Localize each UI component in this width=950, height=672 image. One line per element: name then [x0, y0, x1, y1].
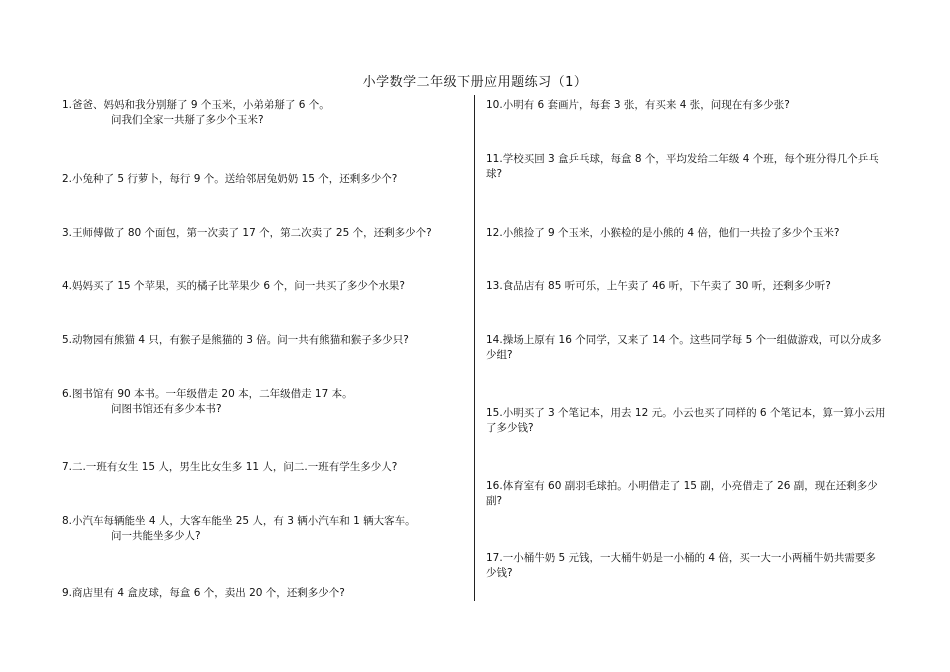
question-5-text: 5.动物园有熊猫 4 只，有猴子是熊猫的 3 倍。问一共有熊猫和猴子多少只?: [62, 334, 409, 346]
question-4-text: 4.妈妈买了 15 个苹果，买的橘子比苹果少 6 个，问一共买了多少个水果?: [62, 280, 405, 292]
question-10: 10.小明有 6 套画片，每套 3 张，有买来 4 张，问现在有多少张?: [486, 99, 790, 111]
question-9: [62, 586, 345, 601]
question-5: [62, 333, 409, 348]
column-divider: [474, 95, 475, 601]
question-1-line-1: 1.爸爸、妈妈和我分别掰了 9 个玉米，小弟弟掰了 6 个。: [62, 99, 330, 111]
question-13: 13.食品店有 85 听可乐，上午卖了 46 听，下午卖了 30 听，还剩多少听?: [486, 280, 831, 292]
question-3-text: 3.王师傅做了 80 个面包，第一次卖了 17 个，第二次卖了 25 个，还剩多少个?: [62, 227, 432, 239]
question-3: [62, 226, 432, 241]
question-8-line-1: 8.小汽车每辆能坐 4 人，大客车能坐 25 人，有 3 辆小汽车和 1 辆大客车。: [62, 515, 416, 527]
question-12: 12.小熊捡了 9 个玉米，小猴检的是小熊的 4 倍，他们一共捡了多少个玉米?: [486, 227, 840, 239]
question-16: 16.体育室有 60 副羽毛球拍。小明借走了 15 副，小亮借走了 26 副，现在还剩多少副?: [486, 480, 878, 507]
question-17: 17.一小桶牛奶 5 元钱，一大桶牛奶是一小桶的 4 倍，买一大一小两桶牛奶共需要多少钱?: [486, 552, 876, 579]
question-7-text: 7.二.一班有女生 15 人，男生比女生多 11 人，问二.一班有学生多少人?: [62, 461, 398, 473]
question-14: 14.操场上原有 16 个同学，又来了 14 个。这些同学每 5 个一组做游戏，可以分成多少组?: [486, 334, 882, 361]
question-6: [62, 387, 353, 417]
question-6-line-2: 问图书馆还有多少本书?: [111, 403, 222, 415]
question-11: 11.学校买回 3 盒乒乓球，每盒 8 个，平均发给二年级 4 个班，每个班分得几个乒乓球?: [486, 153, 879, 180]
question-1-line-2: 问我们全家一共掰了多少个玉米?: [111, 114, 264, 126]
question-9-text: 9.商店里有 4 盒皮球，每盒 6 个，卖出 20 个，还剩多少个?: [62, 587, 345, 599]
question-8: [62, 514, 416, 544]
question-2-text: 2.小兔种了 5 行萝卜，每行 9 个。送给邻居兔奶奶 15 个，还剩多少个?: [62, 173, 398, 185]
question-2: [62, 172, 397, 187]
question-15: 15.小明买了 3 个笔记本，用去 12 元。小云也买了同样的 6 个笔记本，算一算小云用了多少钱?: [486, 407, 886, 434]
question-6-line-1: 6.图书馆有 90 本书。一年级借走 20 本，二年级借走 17 本。: [62, 388, 353, 400]
question-8-line-2: 问一共能坐多少人?: [111, 530, 201, 542]
page-title: 小学数学二年级下册应用题练习（1）: [362, 75, 588, 90]
question-1: [62, 98, 330, 128]
question-4: [62, 279, 405, 294]
question-7: [62, 460, 397, 475]
